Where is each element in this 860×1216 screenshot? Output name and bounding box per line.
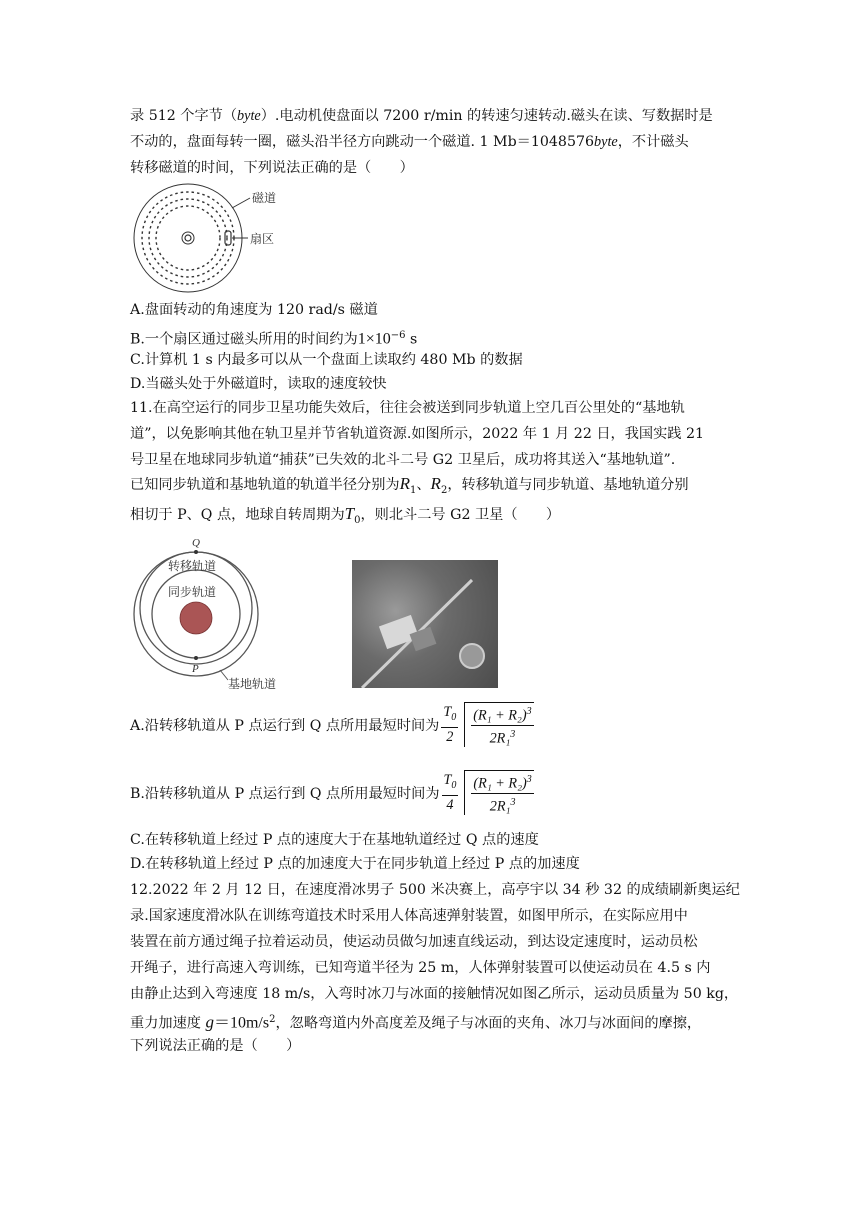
disk-figure: [132, 182, 292, 294]
option-a-fraction: $\frac{T_0}{2}$: [443, 704, 457, 746]
label-base-orbit: 基地轨道: [228, 677, 277, 691]
q12-line-6: 重力加速度 $g=10m/s^2$，忽略弯道内外高度差及绳子与冰面的夹角、冰刀与冰面间的摩擦，: [130, 1012, 702, 1032]
q12-line-7: 下列说法正确的是（ ）: [130, 1038, 301, 1054]
orbit-figure: [128, 534, 298, 694]
q11-line-2: 道”，以免影响其他在轨卫星并节省轨道资源.如图所示，2022 年 1 月 22 日，我国实践 21: [130, 426, 705, 442]
q11-option-b: B.沿转移轨道从 P 点运行到 Q 点所用最短时间为 $\frac{T_0}{4}$ $\frac{(R_1 + R_2)^3}{2R_1^3}$: [130, 770, 536, 815]
q12-line-2: 录.国家速度滑冰队在训练弯道技术时采用人体高速弹射装置，如图甲所示，在实际应用中: [130, 908, 688, 924]
point-p-dot: [194, 656, 198, 660]
q10-option-a: A.盘面转动的角速度为 120 rad/s 磁道: [130, 302, 378, 318]
option-a-radical: $\frac{(R_1 + R_2)^3}{2R_1^3}$: [464, 702, 533, 747]
label-p: P: [192, 663, 199, 675]
label-transfer-orbit: 转移轨道: [168, 559, 217, 573]
q10-option-b: B.一个扇区通过磁头所用的时间约为$1\times 10^{-6}$ s: [130, 330, 418, 348]
q12-line-3: 装置在前方通过绳子拉着运动员，使运动员做匀加速直线运动，到达设定速度时，运动员松: [130, 934, 698, 950]
point-q-dot: [194, 550, 198, 554]
q11-option-d: D.在转移轨道上经过 P 点的加速度大于在同步轨道上经过 P 点的加速度: [130, 856, 580, 872]
disk-outer-edge: [134, 184, 242, 292]
satellite-photo: [352, 560, 498, 688]
disk-track-inner: [156, 206, 220, 270]
option-b-fraction: $\frac{T_0}{4}$: [443, 772, 457, 814]
q11-line-5: 相切于 P、Q 点，地球自转周期为$T_0$，则北斗二号 G2 卫星（ ）: [130, 504, 561, 526]
q12-line-5: 由静止达到入弯速度 18 m/s，入弯时冰刀与冰面的接触情况如图乙所示，运动员质量为 50 kg，: [130, 986, 739, 1002]
option-b-radical: $\frac{(R_1 + R_2)^3}{2R_1^3}$: [464, 770, 533, 815]
disk-spindle-inner: [185, 235, 191, 241]
q10-line-3: 转移磁道的时间，下列说法正确的是（ ）: [130, 160, 414, 176]
q10-line-2: 不动的，盘面每转一圈，磁头沿半径方向跳动一个磁道. 1 Mb＝1048576byte，不计磁头: [130, 134, 689, 150]
label-q: Q: [192, 537, 200, 549]
label-sync-orbit: 同步轨道: [168, 585, 217, 599]
q11-line-4: 已知同步轨道和基地轨道的轨道半径分别为$R_1$、$R_2$，转移轨道与同步轨道、基地轨道分别: [130, 474, 689, 496]
track-pointer: [232, 198, 250, 208]
q12-line-1: 12.2022 年 2 月 12 日，在速度滑冰男子 500 米决赛上，高亭宇以 34 秒 32 的成绩刷新奥运纪: [130, 882, 740, 898]
q11-line-3: 号卫星在地球同步轨道“捕获”已失效的北斗二号 G2 卫星后，成功将其送入“基地轨道”.: [130, 452, 676, 468]
earth: [180, 602, 212, 634]
q11-line-1: 11.在高空运行的同步卫星功能失效后，往往会被送到同步轨道上空几百公里处的“基地轨: [130, 400, 685, 416]
q10-option-c: C.计算机 1 s 内最多可以从一个盘面上读取约 480 Mb 的数据: [130, 352, 523, 368]
q11-option-c: C.在转移轨道上经过 P 点的速度大于在基地轨道经过 Q 点的速度: [130, 832, 539, 848]
base-orbit-pointer: [220, 670, 228, 680]
disk-spindle-outer: [182, 232, 194, 244]
disk-track-middle: [149, 199, 227, 277]
label-sector: 扇区: [250, 232, 275, 246]
q10-option-d: D.当磁头处于外磁道时，读取的速度较快: [130, 376, 387, 392]
q12-line-4: 开绳子，进行高速入弯训练，已知弯道半径为 25 m，人体弹射装置可以使运动员在 4.5 s 内: [130, 960, 711, 976]
sector-mark: [225, 231, 231, 245]
label-track: 磁道: [252, 191, 277, 205]
q11-option-a: A.沿转移轨道从 P 点运行到 Q 点所用最短时间为 $\frac{T_0}{2}$ $\frac{(R_1 + R_2)^3}{2R_1^3}$: [130, 702, 536, 747]
q10-line-1: 录 512 个字节（byte）.电动机使盘面以 7200 r/min 的转速匀速转动.磁头在读、写数据时是: [130, 108, 713, 124]
